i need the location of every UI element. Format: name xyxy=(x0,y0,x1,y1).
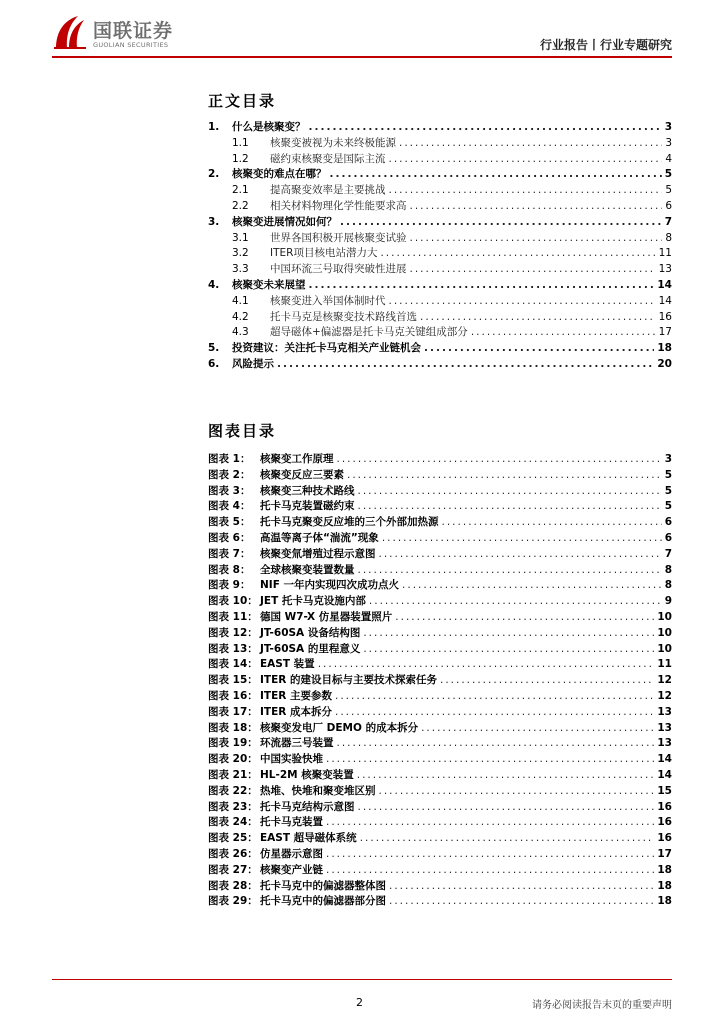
leader-dots xyxy=(363,626,654,642)
figure-entry[interactable] xyxy=(208,610,672,626)
toc-entry[interactable] xyxy=(208,262,672,278)
figure-entry[interactable] xyxy=(208,784,672,800)
figure-entry[interactable] xyxy=(208,705,672,721)
figure-entry[interactable] xyxy=(208,689,672,705)
leader-dots xyxy=(340,215,662,231)
logo-english-name: GUOLIAN SECURITIES xyxy=(93,41,169,49)
entry-number: 图表 23： xyxy=(208,800,258,813)
report-type-label: 行业报告丨行业专题研究 xyxy=(539,38,672,52)
entry-number: 6. xyxy=(208,357,220,370)
entry-title: ITER 主要参数 xyxy=(260,689,332,702)
entry-number: 1.2 xyxy=(232,152,249,165)
entry-title: 核聚变被视为未来终极能源 xyxy=(270,136,396,149)
entry-title: 风险提示 xyxy=(232,357,274,370)
leader-dots xyxy=(318,657,655,673)
leader-dots xyxy=(424,341,654,357)
entry-title: NIF 一年内实现四次成功点火 xyxy=(260,579,400,592)
leader-dots xyxy=(326,815,654,831)
entry-number: 图表 27： xyxy=(208,863,258,876)
leader-dots xyxy=(389,894,654,910)
entry-number: 图表 5： xyxy=(208,516,251,529)
entry-number: 图表 2： xyxy=(208,468,251,481)
leader-dots xyxy=(326,863,654,879)
entry-title: ITER项目核电站潜力大 xyxy=(270,247,378,260)
leader-dots xyxy=(357,768,655,784)
entry-title: 提高聚变效率是主要挑战 xyxy=(270,184,386,197)
leader-dots xyxy=(442,515,662,531)
entry-page: 16 xyxy=(658,310,672,323)
entry-page: 12 xyxy=(657,689,672,702)
entry-title: ITER 成本拆分 xyxy=(260,705,332,718)
figure-entry[interactable] xyxy=(208,673,672,689)
leader-dots xyxy=(379,547,662,563)
entry-number: 图表 14： xyxy=(208,658,258,671)
entry-number: 图表 18： xyxy=(208,721,258,734)
entry-page: 8 xyxy=(664,563,672,576)
entry-number: 4.2 xyxy=(232,310,249,323)
entry-page: 14 xyxy=(657,278,672,291)
entry-number: 3.3 xyxy=(232,263,249,276)
figure-entry[interactable] xyxy=(208,484,672,500)
entry-page: 5 xyxy=(664,500,672,513)
entry-title: 核聚变三种技术路线 xyxy=(260,484,355,497)
leader-dots xyxy=(410,231,663,247)
entry-number: 3. xyxy=(208,215,220,228)
entry-title: 全球核聚变装置数量 xyxy=(260,563,355,576)
entry-title: 中国实验快堆 xyxy=(260,753,323,766)
leader-dots xyxy=(389,183,663,199)
table-of-contents xyxy=(208,120,672,373)
entry-page: 13 xyxy=(658,263,672,276)
entry-page: 11 xyxy=(658,247,672,260)
entry-page: 5 xyxy=(664,484,672,497)
entry-number: 1. xyxy=(208,121,220,133)
leader-dots xyxy=(440,673,654,689)
entry-title: 核聚变产业链 xyxy=(260,863,323,876)
entry-page: 16 xyxy=(657,832,672,845)
leader-dots xyxy=(379,784,655,800)
toc-entry[interactable] xyxy=(208,341,672,357)
entry-title: JT-60SA 的里程意义 xyxy=(260,642,361,655)
leader-dots xyxy=(330,167,662,183)
figure-entry[interactable] xyxy=(208,563,672,579)
entry-number: 4.3 xyxy=(232,326,249,339)
entry-title: 核聚变进入举国体制时代 xyxy=(270,294,386,307)
entry-page: 8 xyxy=(664,579,672,592)
entry-title: 核聚变的难点在哪？ xyxy=(232,168,327,181)
leader-dots xyxy=(369,594,662,610)
leader-dots xyxy=(337,452,662,468)
figure-entry[interactable] xyxy=(208,800,672,816)
leader-dots xyxy=(309,278,655,294)
entry-title: 中国环流三号取得突破性进展 xyxy=(270,263,407,276)
entry-number: 图表 11： xyxy=(208,610,258,623)
entry-number: 图表 22： xyxy=(208,784,258,797)
entry-title: 磁约束核聚变是国际主流 xyxy=(270,152,386,165)
entry-page: 6 xyxy=(664,531,672,544)
entry-number: 图表 10： xyxy=(208,595,258,608)
entry-title: 核聚变发电厂 DEMO 的成本拆分 xyxy=(260,721,419,734)
entry-page: 18 xyxy=(657,863,672,876)
leader-dots xyxy=(410,199,663,215)
figure-entry[interactable] xyxy=(208,752,672,768)
entry-title: 托卡马克中的偏滤器整体图 xyxy=(260,879,386,892)
leader-dots xyxy=(277,357,654,373)
figure-entry[interactable] xyxy=(208,657,672,673)
entry-page: 15 xyxy=(657,784,672,797)
figure-entry[interactable] xyxy=(208,642,672,658)
figure-entry[interactable] xyxy=(208,578,672,594)
entry-number: 2.1 xyxy=(232,184,249,197)
leader-dots xyxy=(402,578,662,594)
leader-dots xyxy=(360,831,655,847)
entry-number: 1.1 xyxy=(232,136,249,149)
entry-page: 3 xyxy=(664,121,672,133)
figure-entry[interactable] xyxy=(208,863,672,879)
figure-entry[interactable] xyxy=(208,499,672,515)
toc-entry[interactable] xyxy=(208,152,672,168)
leader-dots xyxy=(335,705,654,721)
entry-title: 核聚变氚增殖过程示意图 xyxy=(260,547,376,560)
figure-entry[interactable] xyxy=(208,594,672,610)
entry-page: 14 xyxy=(658,294,672,307)
entry-number: 图表 24： xyxy=(208,816,258,829)
entry-title: 托卡马克是核聚变技术路线首选 xyxy=(270,310,417,323)
entry-title: 核聚变反应三要素 xyxy=(260,468,344,481)
entry-page: 13 xyxy=(657,737,672,750)
entry-page: 7 xyxy=(664,215,672,228)
entry-number: 4.1 xyxy=(232,294,249,307)
figure-list xyxy=(208,452,672,910)
entry-number: 图表 25： xyxy=(208,832,258,845)
entry-title: 德国 W7-X 仿星器装置照片 xyxy=(260,610,393,623)
leader-dots xyxy=(358,499,662,515)
entry-title: 什么是核聚变？ xyxy=(232,121,306,133)
figure-entry[interactable] xyxy=(208,879,672,895)
entry-number: 图表 28： xyxy=(208,879,258,892)
entry-page: 20 xyxy=(657,357,672,370)
entry-title: EAST 装置 xyxy=(260,658,315,671)
entry-title: ITER 的建设目标与主要技术探索任务 xyxy=(260,674,437,687)
entry-title: 仿星器示意图 xyxy=(260,847,323,860)
entry-page: 9 xyxy=(664,595,672,608)
toc-entry[interactable] xyxy=(208,199,672,215)
entry-number: 图表 26： xyxy=(208,847,258,860)
entry-page: 18 xyxy=(657,879,672,892)
entry-title: 高温等离子体“湍流”现象 xyxy=(260,531,379,544)
entry-number: 图表 15： xyxy=(208,674,258,687)
entry-title: 热堆、快堆和聚变堆区别 xyxy=(260,784,376,797)
entry-page: 16 xyxy=(657,800,672,813)
leader-dots xyxy=(421,721,654,737)
entry-number: 图表 21： xyxy=(208,768,258,781)
entry-title: 托卡马克中的偏滤器部分图 xyxy=(260,895,386,908)
toc-entry[interactable] xyxy=(208,294,672,310)
footer-divider xyxy=(52,979,672,980)
leader-dots xyxy=(326,752,654,768)
toc-entry[interactable] xyxy=(208,167,672,183)
toc-entry[interactable] xyxy=(208,325,672,341)
entry-title: 环流器三号装置 xyxy=(260,737,334,750)
leader-dots xyxy=(389,879,654,895)
figure-entry[interactable] xyxy=(208,815,672,831)
footer-disclaimer: 请务必阅读报告末页的重要声明 xyxy=(532,1000,672,1011)
entry-number: 图表 7： xyxy=(208,547,251,560)
toc-title: 正文目录 xyxy=(208,92,277,110)
toc-entry[interactable] xyxy=(208,136,672,152)
entry-title: 相关材料物理化学性能要求高 xyxy=(270,199,407,212)
logo-chinese-name: 国联证券 xyxy=(93,20,174,42)
entry-title: 超导磁体+偏滤器是托卡马克关键组成部分 xyxy=(270,326,468,339)
entry-number: 图表 4： xyxy=(208,500,251,513)
entry-page: 10 xyxy=(657,610,672,623)
figure-entry[interactable] xyxy=(208,721,672,737)
entry-number: 4. xyxy=(208,278,220,291)
entry-page: 17 xyxy=(658,326,672,339)
entry-page: 11 xyxy=(657,658,672,671)
figure-entry[interactable] xyxy=(208,626,672,642)
entry-page: 18 xyxy=(657,342,672,355)
entry-number: 3.1 xyxy=(232,231,249,244)
entry-page: 5 xyxy=(664,168,672,181)
leader-dots xyxy=(347,468,662,484)
page-header xyxy=(0,0,724,62)
figure-entry[interactable] xyxy=(208,736,672,752)
header-divider xyxy=(52,56,672,58)
figure-entry[interactable] xyxy=(208,531,672,547)
entry-page: 13 xyxy=(657,705,672,718)
leader-dots xyxy=(363,642,654,658)
leader-dots xyxy=(389,152,663,168)
entry-page: 6 xyxy=(665,199,672,212)
entry-number: 图表 13： xyxy=(208,642,258,655)
entry-number: 2.2 xyxy=(232,199,249,212)
toc-entry[interactable] xyxy=(208,120,672,136)
entry-number: 图表 6： xyxy=(208,531,251,544)
entry-number: 图表 1： xyxy=(208,453,251,465)
entry-page: 3 xyxy=(664,453,672,465)
entry-title: JET 托卡马克设施内部 xyxy=(260,595,366,608)
toc-entry[interactable] xyxy=(208,246,672,262)
entry-number: 图表 29： xyxy=(208,895,258,908)
entry-title: HL-2M 核聚变装置 xyxy=(260,768,354,781)
leader-dots xyxy=(399,136,662,152)
leader-dots xyxy=(358,800,655,816)
entry-title: 托卡马克装置磁约束 xyxy=(260,500,355,513)
leader-dots xyxy=(358,484,662,500)
entry-page: 16 xyxy=(657,816,672,829)
entry-page: 4 xyxy=(665,152,672,165)
figure-entry[interactable] xyxy=(208,894,672,910)
entry-title: 核聚变工作原理 xyxy=(260,453,334,465)
page-number: 2 xyxy=(356,996,363,1009)
entry-number: 图表 8： xyxy=(208,563,251,576)
entry-title: 托卡马克聚变反应堆的三个外部加热源 xyxy=(260,516,439,529)
toc-entry[interactable] xyxy=(208,310,672,326)
leader-dots xyxy=(410,262,656,278)
leader-dots xyxy=(420,310,656,326)
entry-title: 核聚变未来展望 xyxy=(232,278,306,291)
entry-page: 17 xyxy=(657,847,672,860)
figure-entry[interactable] xyxy=(208,468,672,484)
figure-entry[interactable] xyxy=(208,831,672,847)
entry-number: 图表 20： xyxy=(208,753,258,766)
toc-entry[interactable] xyxy=(208,357,672,373)
entry-page: 14 xyxy=(657,753,672,766)
leader-dots xyxy=(335,689,654,705)
entry-number: 图表 17： xyxy=(208,705,258,718)
entry-page: 10 xyxy=(657,626,672,639)
figure-entry[interactable] xyxy=(208,547,672,563)
entry-title: 投资建议：关注托卡马克相关产业链机会 xyxy=(232,342,421,355)
entry-page: 10 xyxy=(657,642,672,655)
toc-entry[interactable] xyxy=(208,278,672,294)
figure-entry[interactable] xyxy=(208,847,672,863)
figure-list-title: 图表目录 xyxy=(208,422,277,440)
entry-page: 5 xyxy=(664,468,672,481)
entry-number: 图表 16： xyxy=(208,689,258,702)
entry-title: 托卡马克装置 xyxy=(260,816,323,829)
entry-page: 6 xyxy=(664,516,672,529)
leader-dots xyxy=(358,563,662,579)
figure-entry[interactable] xyxy=(208,515,672,531)
entry-page: 18 xyxy=(657,895,672,908)
entry-page: 3 xyxy=(665,136,672,149)
entry-number: 图表 3： xyxy=(208,484,251,497)
toc-entry[interactable] xyxy=(208,215,672,231)
entry-number: 5. xyxy=(208,342,220,355)
leader-dots xyxy=(471,325,656,341)
toc-entry[interactable] xyxy=(208,231,672,247)
leader-dots xyxy=(389,294,656,310)
leader-dots xyxy=(326,847,654,863)
entry-page: 8 xyxy=(665,231,672,244)
figure-entry[interactable] xyxy=(208,452,672,468)
entry-page: 13 xyxy=(657,721,672,734)
leader-dots xyxy=(395,610,654,626)
entry-title: 托卡马克结构示意图 xyxy=(260,800,355,813)
entry-title: 核聚变进展情况如何？ xyxy=(232,215,337,228)
entry-number: 图表 12： xyxy=(208,626,258,639)
entry-title: JT-60SA 设备结构图 xyxy=(260,626,361,639)
leader-dots xyxy=(337,736,655,752)
entry-page: 12 xyxy=(657,674,672,687)
entry-title: 世界各国积极开展核聚变试验 xyxy=(270,231,407,244)
guolian-logo-icon xyxy=(52,14,88,50)
company-logo xyxy=(52,14,192,58)
entry-number: 3.2 xyxy=(232,247,249,260)
figure-entry[interactable] xyxy=(208,768,672,784)
entry-page: 5 xyxy=(665,184,672,197)
entry-number: 图表 9： xyxy=(208,579,251,592)
entry-title: EAST 超导磁体系统 xyxy=(260,832,357,845)
leader-dots xyxy=(309,120,662,136)
entry-number: 2. xyxy=(208,168,220,181)
toc-entry[interactable] xyxy=(208,183,672,199)
leader-dots xyxy=(380,246,655,262)
entry-page: 14 xyxy=(657,768,672,781)
entry-number: 图表 19： xyxy=(208,737,258,750)
leader-dots xyxy=(382,531,662,547)
entry-page: 7 xyxy=(664,547,672,560)
